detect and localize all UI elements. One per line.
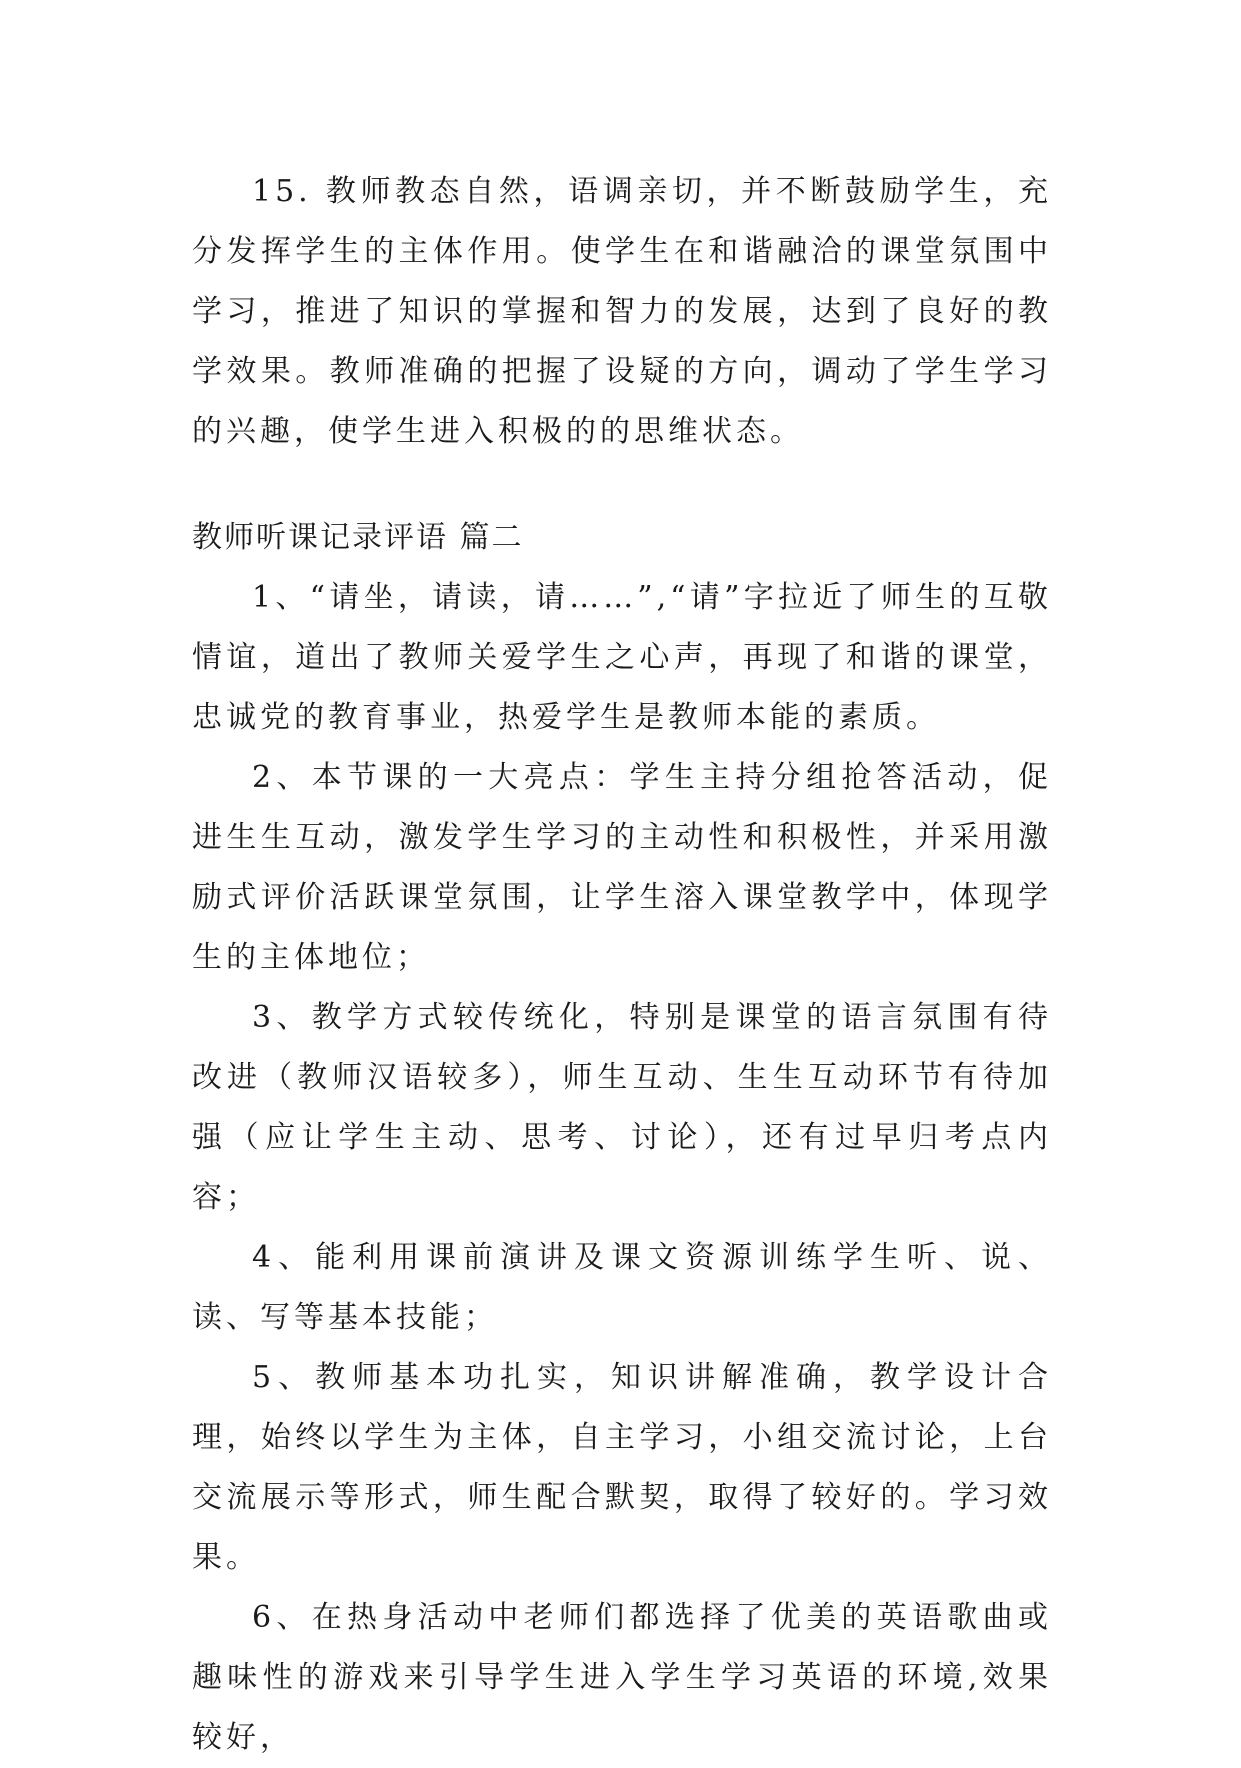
paragraph-item-3: 3、教学方式较传统化，特别是课堂的语言氛围有待改进（教师汉语较多），师生互动、生生互动环节有待加强（应让学生主动、思考、讨论），还有过早归考点内容； [192, 1000, 1052, 1215]
paragraph-item-1: 1、“请坐，请读，请……”,“请”字拉近了师生的互敬情谊，道出了教师关爱学生之心声，再现了和谐的课堂，忠诚党的教育事业，热爱学生是教师本能的素质。 [192, 580, 1052, 735]
paragraph-item-4: 4、能利用课前演讲及课文资源训练学生听、说、读、写等基本技能； [192, 1240, 1052, 1335]
document-body [192, 162, 1052, 1768]
paragraph-item-5: 5、教师基本功扎实，知识讲解准确，教学设计合理，始终以学生为主体，自主学习，小组交流讨论，上台交流展示等形式，师生配合默契，取得了较好的。学习效果。 [192, 1360, 1052, 1575]
paragraph-item-2: 2、本节课的一大亮点：学生主持分组抢答活动，促进生生互动，激发学生学习的主动性和积极性，并采用激励式评价活跃课堂氛围，让学生溶入课堂教学中，体现学生的主体地位； [192, 760, 1052, 975]
section-heading: 教师听课记录评语 篇二 [192, 520, 524, 555]
paragraph-15: 15. 教师教态自然，语调亲切，并不断鼓励学生，充分发挥学生的主体作用。使学生在和谐融洽的课堂氛围中学习，推进了知识的掌握和智力的发展，达到了良好的教学效果。教师准确的把握了设疑的方向，调动了学生学习的兴趣，使学生进入积极的的思维状态。 [192, 174, 1052, 449]
paragraph-item-6: 6、在热身活动中老师们都选择了优美的英语歌曲或趣味性的游戏来引导学生进入学生学习英语的环境,效果较好， [192, 1600, 1052, 1755]
